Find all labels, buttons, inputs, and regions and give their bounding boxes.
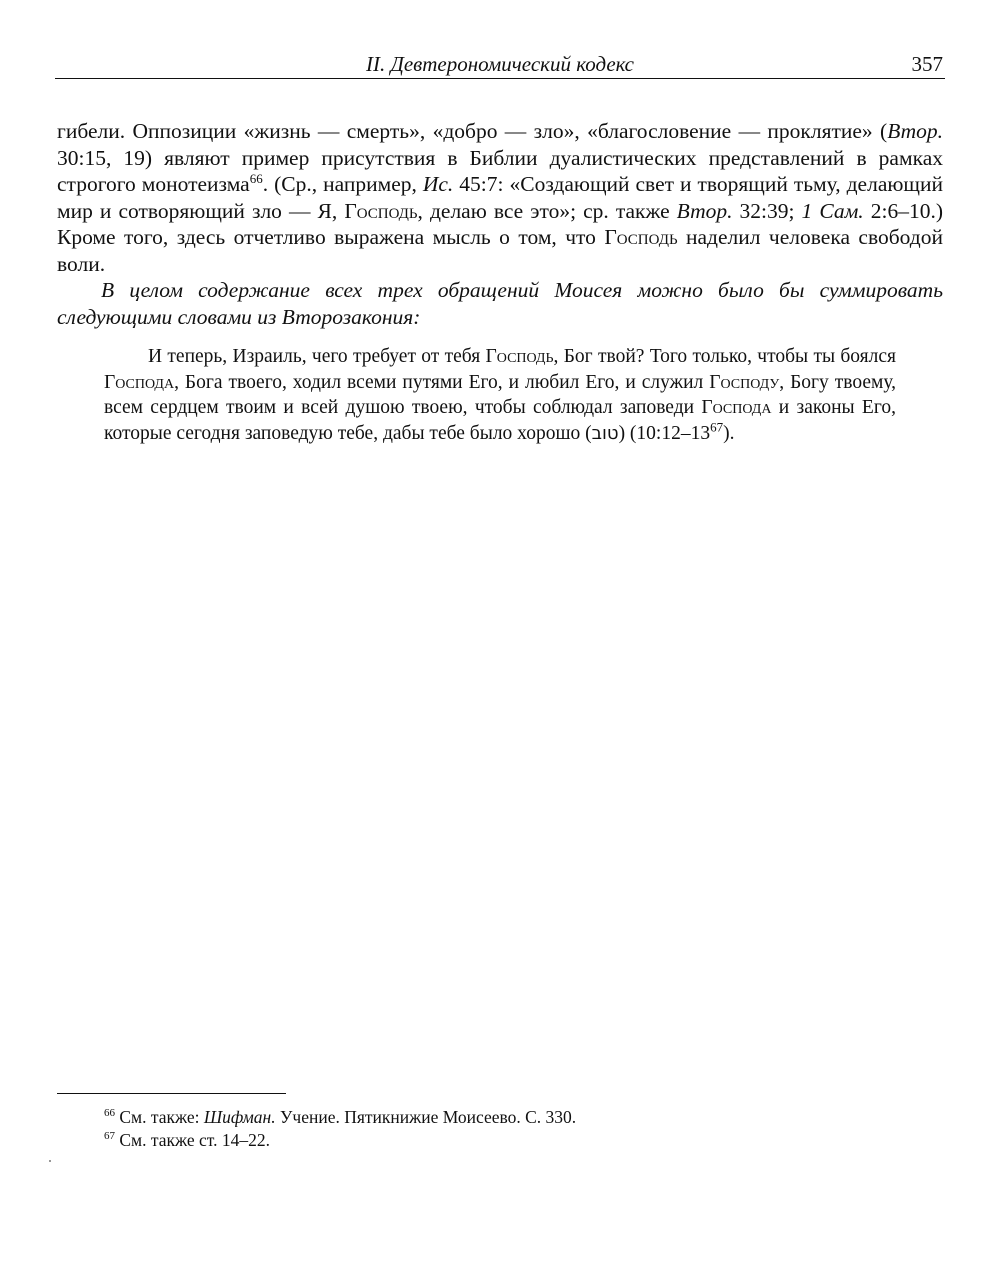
book-ref: Ис.: [422, 172, 454, 196]
running-header: [55, 52, 945, 79]
author-name: Шифман.: [203, 1107, 276, 1127]
text-run: И теперь, Израиль, чего требует от тебя: [148, 346, 486, 367]
text-run: и законы Его, которые сегодня заповедую тебе, дабы тебе было хорошо (: [104, 397, 896, 444]
paragraph-2: [57, 277, 943, 330]
footnotes: [104, 1106, 904, 1152]
text-run: гибели. Оппозиции «жизнь — смерть», «добро — зло», «благословение — проклятие» (: [57, 119, 888, 143]
paragraph-1: [57, 118, 943, 277]
book-ref: 1 Сам.: [801, 198, 864, 223]
book-ref: Втор.: [887, 119, 943, 143]
scan-speck: [49, 1160, 51, 1162]
text-run: ).: [723, 422, 735, 444]
divine-name: Господу: [709, 371, 780, 393]
running-title: II. Девтерономический кодекс: [365, 52, 635, 76]
italic-intro: В целом содержание всех трех обращений Моисея можно было бы суммировать следующими словами из Второзакония:: [57, 278, 943, 329]
divine-name: Господа: [104, 371, 175, 393]
footnote-number: 67: [104, 1130, 115, 1143]
text-run: См. также ст. 14–22.: [115, 1130, 270, 1150]
text-run: 30:15, 19) являют пример присутствия в Библии дуалистических представлений в рамках строгого монотеизма: [57, 145, 943, 196]
text-run: , Бога твоего, ходил всеми путями Его, и любил Его, и служил: [174, 371, 710, 393]
text-run: наделил человека свободой воли.: [57, 225, 943, 276]
divine-name: Господа: [701, 397, 772, 418]
block-quote: [104, 344, 896, 446]
divine-name: Господь: [604, 225, 678, 249]
text-run: 45:7: «Создающий свет и творящий тьму, делающий мир и сотворяющий зло — Я,: [57, 172, 943, 223]
text-run: Учение. Пятикнижие Моисеево. С. 330.: [275, 1107, 577, 1127]
book-ref: Втор.: [676, 198, 733, 223]
divine-name: Господь: [344, 198, 418, 223]
text-run: 2:6–10.) Кроме того, здесь отчетливо выражена мысль о том, что: [57, 198, 943, 249]
footnote-ref-66: 66: [249, 170, 263, 186]
text-run: , Богу твоему, всем сердцем твоим и всей душою твоею, чтобы соблюдал заповеди: [104, 371, 897, 418]
page-number: 357: [911, 52, 943, 76]
footnote-67: [104, 1129, 904, 1152]
text-run: , Бог твой? Того только, чтобы ты боялся: [553, 346, 897, 367]
footnote-66: [104, 1106, 904, 1129]
main-text: [57, 118, 943, 330]
footnote-number: 66: [104, 1107, 115, 1120]
text-run: . (Ср., например,: [262, 172, 423, 196]
hebrew-word: טוב: [591, 422, 619, 444]
divine-name: Господь: [485, 346, 554, 367]
footnote-ref-67: 67: [710, 419, 724, 434]
text-run: ) (10:12–13: [618, 422, 711, 444]
footnote-separator: [57, 1093, 286, 1094]
text-run: , делаю все это»; ср. также: [417, 198, 677, 223]
text-run: См. также:: [115, 1107, 204, 1127]
text-run: 32:39;: [732, 198, 802, 223]
